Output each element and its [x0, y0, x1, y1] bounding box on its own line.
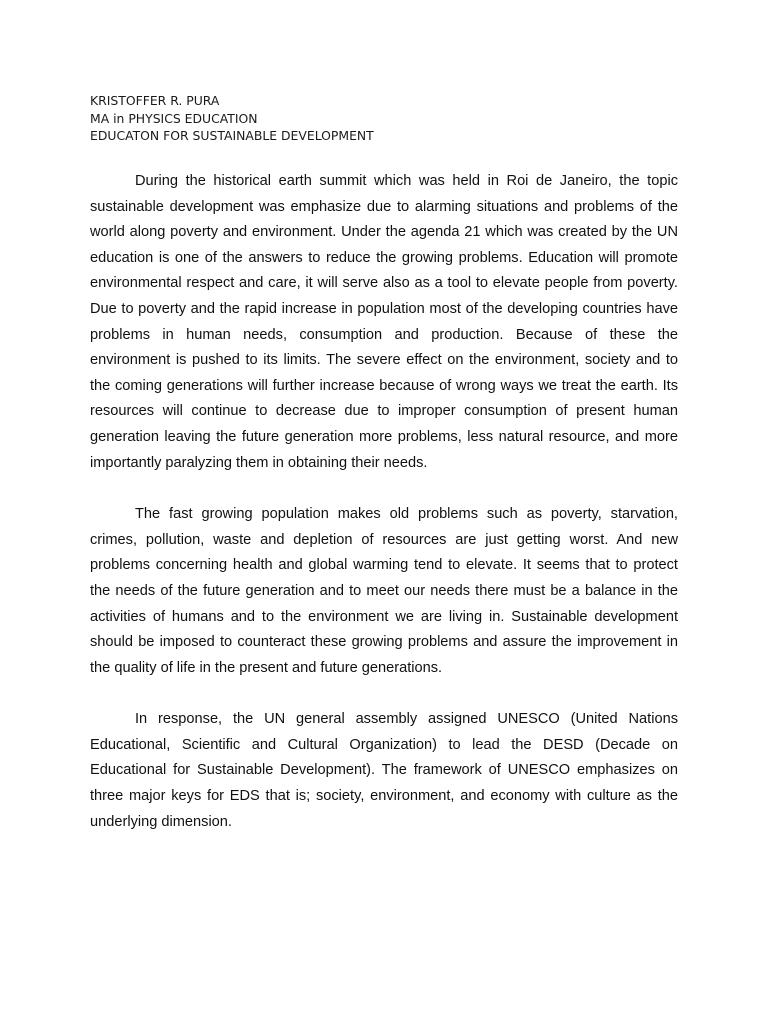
- author-degree: MA in PHYSICS EDUCATION: [90, 110, 258, 126]
- paragraph-1: During the historical earth summit which was held in Roi de Janeiro, the topic sustainable development was emphasize due to alarming situations and problems of the world along poverty and environment. Under the agenda 21 which was created by the UN education is one of the answers to reduce the growing problems. Education will promote environmental respect and care, it will serve also as a tool to elevate people from poverty. Due to poverty and the rapid increase in population most of the developing countries have problems in human needs, consumption and production. Because of these the environment is pushed to its limits. The severe effect on the environment, society and to the coming generations will further increase because of wrong ways we treat the earth. Its resources will continue to decrease due to improper consumption of present human generation leaving the future generation more problems, less natural resource, and more importantly paralyzing them in obtaining their needs.: [90, 173, 678, 471]
- paragraph-3: In response, the UN general assembly assigned UNESCO (United Nations Educational, Scientific and Cultural Organization) to lead the DESD (Decade on Educational for Sustainable Development). The framework of UNESCO emphasizes on three major keys for EDS that is; society, environment, and economy with culture as the underlying dimension.: [90, 711, 678, 830]
- document-subject: EDUCATON FOR SUSTAINABLE DEVELOPMENT: [90, 128, 374, 143]
- paragraph-2: The fast growing population makes old problems such as poverty, starvation, crimes, pollution, waste and depletion of resources are just getting worst. And new problems concerning health and global warming tend to elevate. It seems that to protect the needs of the future generation and to meet our needs there must be a balance in the activities of humans and to the environment we are living in. Sustainable development should be imposed to counteract these growing problems and assure the improvement in the quality of life in the present and future generations.: [90, 506, 678, 676]
- author-name: KRISTOFFER R. PURA: [90, 93, 220, 108]
- document-header: [90, 92, 690, 145]
- document-body: [90, 169, 678, 861]
